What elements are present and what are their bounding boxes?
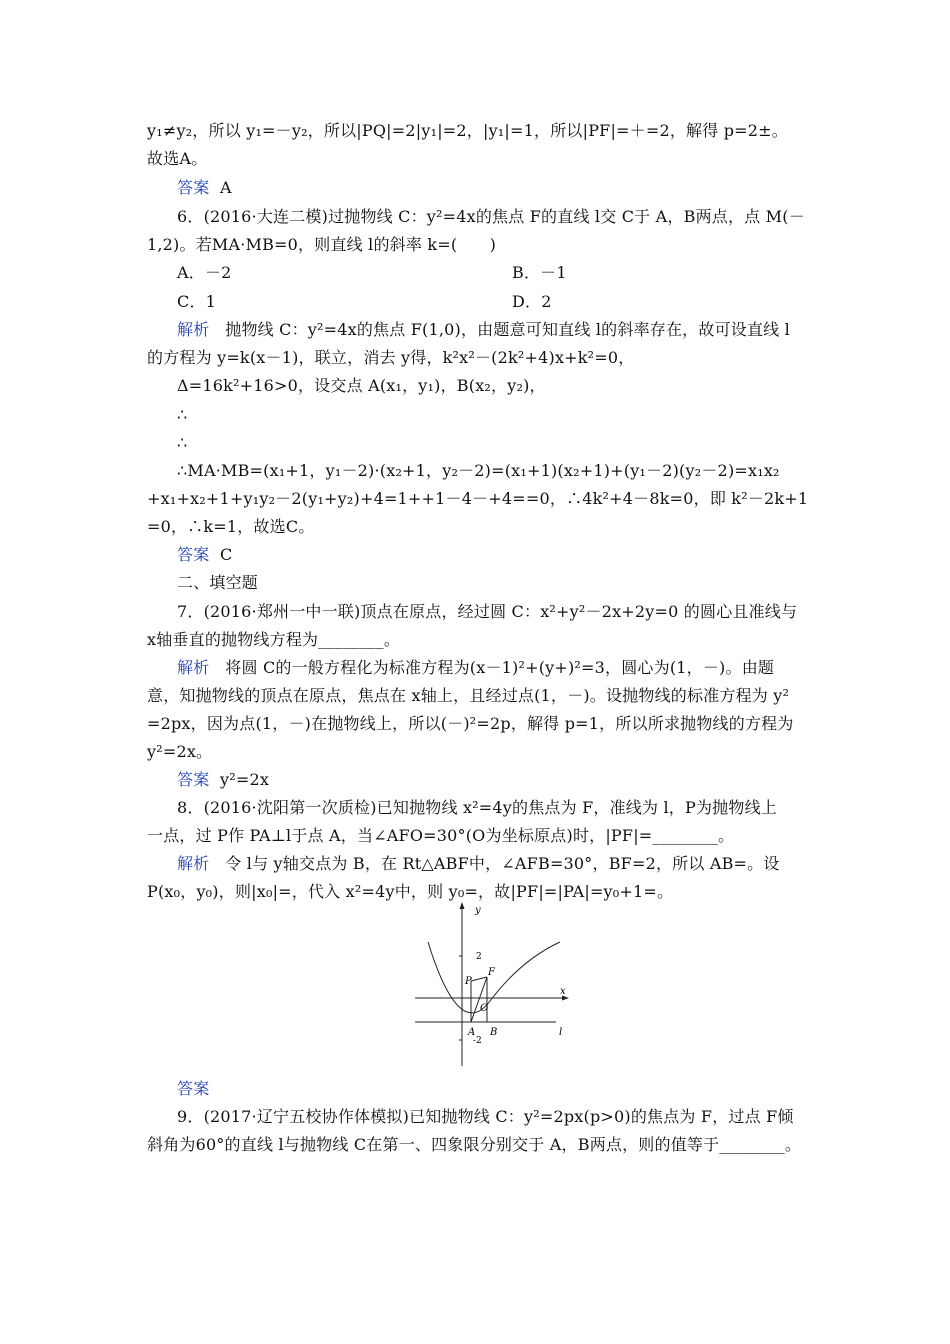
analysis-text: 将圆 C的一般方程化为标准方程为(x－1)²+(y+)²=3，圆心为(1，－)。由题 <box>225 658 775 677</box>
question-9: 9．(2017·辽宁五校协作体模拟)已知抛物线 C：y²=2px(p>0)的焦点为 F，过点 F倾 <box>177 1107 794 1126</box>
text-line: ∴MA·MB=(x₁+1，y₁－2)·(x₂+1，y₂－2)=(x₁+1)(x₂+1)+(y₁－2)(y₂－2)=x₁x₂ <box>177 461 780 480</box>
y-axis-arrow <box>460 902 465 909</box>
origin-label: O <box>480 1003 489 1014</box>
answer-line <box>177 769 807 791</box>
point-p-label: P <box>465 976 472 987</box>
analysis-line <box>177 853 807 875</box>
analysis-text: 令 l与 y轴交点为 B，在 Rt△ABF中，∠AFB=30°，BF=2，所以 AB=。设 <box>225 854 780 873</box>
point-f-label: F <box>488 967 495 978</box>
x-axis-label: x <box>560 986 566 997</box>
question-8: 8．(2016·沈阳第一次质检)已知抛物线 x²=4y的焦点为 F，准线为 l，P为抛物线上 <box>177 798 777 817</box>
answer-line <box>177 177 807 199</box>
answer-line <box>177 544 807 566</box>
text-line: 意，知抛物线的顶点在原点，焦点在 x轴上，且经过点(1，－)。设抛物线的标准方程为 y² <box>147 686 790 705</box>
answer-label: 答案 <box>177 545 210 564</box>
text-line: 一点，过 P作 PA⊥l于点 A，当∠AFO=30°(O为坐标原点)时，|PF|=________。 <box>147 826 735 845</box>
text-line: 故选A。 <box>147 149 208 168</box>
y-axis-label: y <box>475 905 481 916</box>
analysis-label: 解析 <box>177 320 210 339</box>
text-line: P(x₀，y₀)，则|x₀|=，代入 x²=4y中，则 y₀=，故|PF|=|PA|=y₀+1=。 <box>147 882 674 901</box>
point-a-label: A <box>468 1027 476 1038</box>
answer-value: A <box>219 178 232 197</box>
option-a: A．－2 <box>177 263 232 282</box>
text-line: +x₁+x₂+1+y₁y₂－2(y₁+y₂)+4=1++1－4－+4==0，∴4k²+4－8k=0，即 k²－2k+1 <box>147 489 809 508</box>
directrix-label: l <box>559 1027 563 1038</box>
section-heading: 二、填空题 <box>177 573 259 592</box>
text-line: 1,2)。若MA·MB=0，则直线 l的斜率 k=( ) <box>147 235 497 254</box>
answer-label: 答案 <box>177 178 210 197</box>
analysis-label: 解析 <box>177 854 210 873</box>
question-6: 6．(2016·大连二模)过抛物线 C：y²=4x的焦点 F的直线 l交 C于 A，B两点，点 M(－ <box>177 207 805 226</box>
text-line: ∴ <box>177 405 188 424</box>
text-line: 的方程为 y=k(x－1)，联立，消去 y得，k²x²－(2k²+4)x+k²=0， <box>147 348 635 367</box>
option-b: B．－1 <box>512 263 567 282</box>
text-line: =0，∴k=1，故选C。 <box>147 517 315 536</box>
answer-value: y²=2x <box>219 770 270 789</box>
option-d: D．2 <box>512 292 552 311</box>
tick-label-neg2: -2 <box>473 1036 482 1046</box>
analysis-text: 抛物线 C：y²=4x的焦点 F(1,0)，由题意可知直线 l的斜率存在，故可设直线 l <box>225 320 790 339</box>
parabola-figure <box>410 900 570 1066</box>
segment-pf <box>471 977 487 981</box>
text-line: Δ=16k²+16>0，设交点 A(x₁，y₁)，B(x₂，y₂)， <box>177 376 546 395</box>
analysis-line <box>177 319 807 341</box>
text-line: x轴垂直的抛物线方程为________。 <box>147 630 401 649</box>
text-line: =2px，因为点(1，－)在抛物线上，所以(－)²=2p，解得 p=1，所以所求抛物线的方程为 <box>147 714 794 733</box>
text-line: ∴ <box>177 433 188 452</box>
question-7: 7．(2016·郑州一中一联)顶点在原点，经过圆 C：x²+y²－2x+2y=0 的圆心且准线与 <box>177 602 798 621</box>
answer-line <box>177 1078 807 1100</box>
tick-label-2: 2 <box>476 952 482 962</box>
answer-label: 答案 <box>177 1079 210 1098</box>
analysis-label: 解析 <box>177 658 210 677</box>
point-b-label: B <box>490 1027 498 1038</box>
text-line: y²=2x。 <box>147 742 213 761</box>
answer-label: 答案 <box>177 770 210 789</box>
answer-value: C <box>219 545 233 564</box>
option-c: C．1 <box>177 292 217 311</box>
analysis-line <box>177 657 807 679</box>
text-line: y₁≠y₂，所以 y₁=－y₂，所以|PQ|=2|y₁|=2，|y₁|=1，所以|PF|=＋=2，解得 p=2±。 <box>147 121 788 140</box>
segment-af <box>471 977 487 1022</box>
text-line: 斜角为60°的直线 l与抛物线 C在第一、四象限分别交于 A，B两点，则的值等于________。 <box>147 1135 802 1154</box>
